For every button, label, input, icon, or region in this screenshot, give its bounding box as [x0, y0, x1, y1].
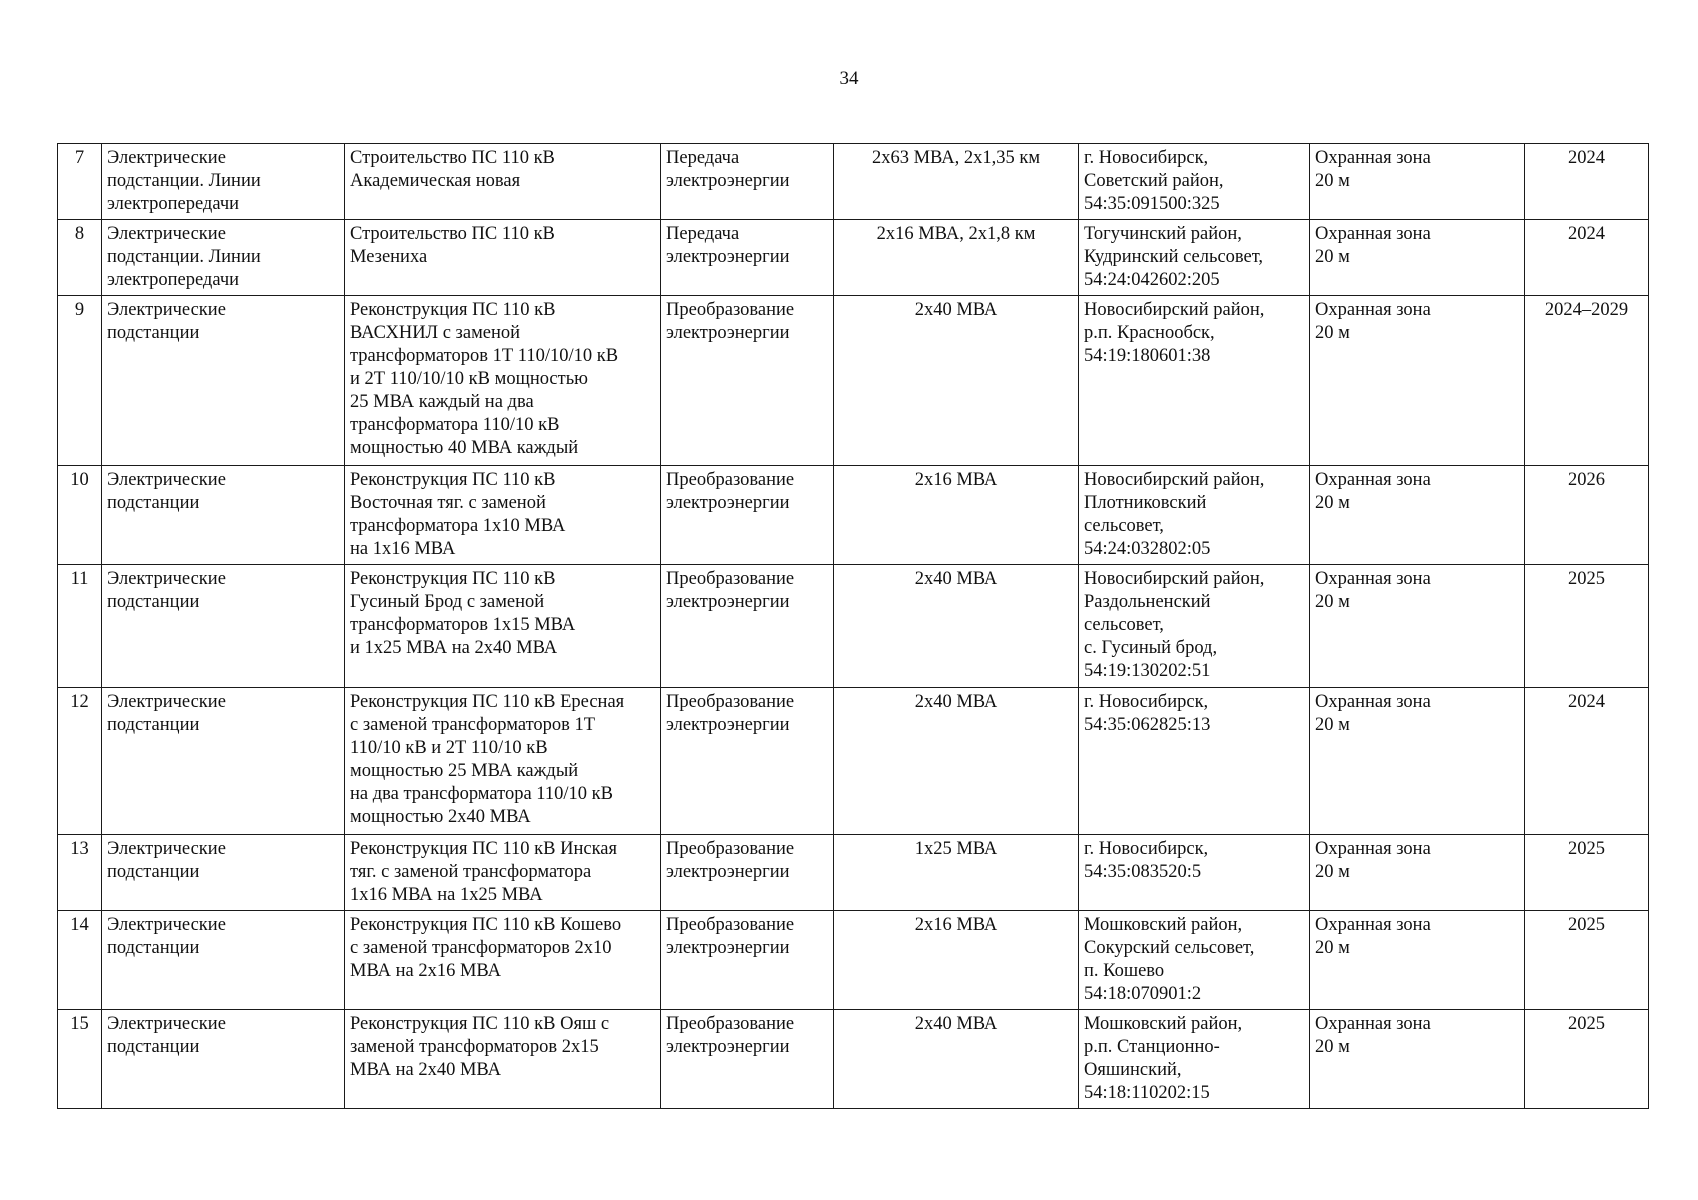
- row-number: 12: [58, 688, 102, 835]
- facility-name: Строительство ПС 110 кВ Мезениха: [345, 220, 661, 296]
- facility-year: 2025: [1525, 911, 1649, 1010]
- facility-name: Реконструкция ПС 110 кВ Инская тяг. с заменой трансформатора 1x16 МВА на 1x25 МВА: [345, 835, 661, 911]
- table-row: [58, 296, 1649, 466]
- table-row: [58, 466, 1649, 565]
- row-number: 8: [58, 220, 102, 296]
- facility-type: Электрические подстанции: [102, 688, 345, 835]
- facility-zone: Охранная зона 20 м: [1310, 565, 1525, 688]
- facility-zone: Охранная зона 20 м: [1310, 688, 1525, 835]
- facility-purpose: Преобразование электроэнергии: [661, 911, 834, 1010]
- table-row: [58, 911, 1649, 1010]
- facility-location: г. Новосибирск, Советский район, 54:35:091500:325: [1079, 144, 1310, 220]
- table-row: [58, 688, 1649, 835]
- facility-type: Электрические подстанции: [102, 1010, 345, 1109]
- table-row: [58, 565, 1649, 688]
- table-body: [58, 144, 1649, 1109]
- facility-location: Новосибирский район, Плотниковский сельсовет, 54:24:032802:05: [1079, 466, 1310, 565]
- facility-zone: Охранная зона 20 м: [1310, 1010, 1525, 1109]
- facility-type: Электрические подстанции. Линии электропередачи: [102, 144, 345, 220]
- facility-name: Реконструкция ПС 110 кВ Ересная с заменой трансформаторов 1Т 110/10 кВ и 2Т 110/10 кВ мощностью 25 МВА каждый на два трансформатора 110/10 кВ мощностью 2x40 МВА: [345, 688, 661, 835]
- table-row: [58, 835, 1649, 911]
- facility-year: 2024: [1525, 220, 1649, 296]
- facility-year: 2024–2029: [1525, 296, 1649, 466]
- facility-capacity: 2x63 МВА, 2x1,35 км: [834, 144, 1079, 220]
- facility-type: Электрические подстанции. Линии электропередачи: [102, 220, 345, 296]
- table-row: [58, 144, 1649, 220]
- facility-zone: Охранная зона 20 м: [1310, 835, 1525, 911]
- facility-type: Электрические подстанции: [102, 466, 345, 565]
- facility-capacity: 2x40 МВА: [834, 688, 1079, 835]
- facility-purpose: Преобразование электроэнергии: [661, 1010, 834, 1109]
- facility-type: Электрические подстанции: [102, 911, 345, 1010]
- row-number: 13: [58, 835, 102, 911]
- facility-type: Электрические подстанции: [102, 296, 345, 466]
- row-number: 14: [58, 911, 102, 1010]
- facility-year: 2024: [1525, 688, 1649, 835]
- facility-purpose: Преобразование электроэнергии: [661, 466, 834, 565]
- facility-purpose: Передача электроэнергии: [661, 144, 834, 220]
- facility-capacity: 1x25 МВА: [834, 835, 1079, 911]
- facility-location: г. Новосибирск, 54:35:062825:13: [1079, 688, 1310, 835]
- facility-capacity: 2x40 МВА: [834, 565, 1079, 688]
- facility-location: Тогучинский район, Кудринский сельсовет, 54:24:042602:205: [1079, 220, 1310, 296]
- facility-location: Новосибирский район, Раздольненский сельсовет, с. Гусиный брод, 54:19:130202:51: [1079, 565, 1310, 688]
- row-number: 11: [58, 565, 102, 688]
- facility-zone: Охранная зона 20 м: [1310, 220, 1525, 296]
- facility-capacity: 2x16 МВА: [834, 911, 1079, 1010]
- facility-zone: Охранная зона 20 м: [1310, 911, 1525, 1010]
- row-number: 9: [58, 296, 102, 466]
- facilities-table: [57, 143, 1649, 1109]
- facility-capacity: 2x16 МВА, 2x1,8 км: [834, 220, 1079, 296]
- facility-location: Мошковский район, Сокурский сельсовет, п. Кошево 54:18:070901:2: [1079, 911, 1310, 1010]
- facility-zone: Охранная зона 20 м: [1310, 144, 1525, 220]
- facility-name: Реконструкция ПС 110 кВ ВАСХНИЛ с заменой трансформаторов 1Т 110/10/10 кВ и 2Т 110/10/10 кВ мощностью 25 МВА каждый на два трансформатора 110/10 кВ мощностью 40 МВА каждый: [345, 296, 661, 466]
- table-row: [58, 1010, 1649, 1109]
- facility-year: 2026: [1525, 466, 1649, 565]
- facility-capacity: 2x40 МВА: [834, 1010, 1079, 1109]
- facility-capacity: 2x40 МВА: [834, 296, 1079, 466]
- facility-name: Реконструкция ПС 110 кВ Восточная тяг. с заменой трансформатора 1x10 МВА на 1x16 МВА: [345, 466, 661, 565]
- facility-purpose: Преобразование электроэнергии: [661, 688, 834, 835]
- facility-type: Электрические подстанции: [102, 835, 345, 911]
- facility-purpose: Преобразование электроэнергии: [661, 296, 834, 466]
- page-number: 34: [839, 68, 859, 89]
- facility-name: Реконструкция ПС 110 кВ Кошево с заменой трансформаторов 2x10 МВА на 2x16 МВА: [345, 911, 661, 1010]
- facility-name: Строительство ПС 110 кВ Академическая новая: [345, 144, 661, 220]
- facility-purpose: Преобразование электроэнергии: [661, 835, 834, 911]
- row-number: 10: [58, 466, 102, 565]
- facility-location: Новосибирский район, р.п. Краснообск, 54:19:180601:38: [1079, 296, 1310, 466]
- facility-year: 2025: [1525, 1010, 1649, 1109]
- facility-zone: Охранная зона 20 м: [1310, 296, 1525, 466]
- facility-location: г. Новосибирск, 54:35:083520:5: [1079, 835, 1310, 911]
- facility-location: Мошковский район, р.п. Станционно- Ояшинский, 54:18:110202:15: [1079, 1010, 1310, 1109]
- facility-year: 2024: [1525, 144, 1649, 220]
- facility-year: 2025: [1525, 565, 1649, 688]
- facility-capacity: 2x16 МВА: [834, 466, 1079, 565]
- facility-purpose: Передача электроэнергии: [661, 220, 834, 296]
- facility-name: Реконструкция ПС 110 кВ Ояш с заменой трансформаторов 2x15 МВА на 2x40 МВА: [345, 1010, 661, 1109]
- facility-name: Реконструкция ПС 110 кВ Гусиный Брод с заменой трансформаторов 1x15 МВА и 1x25 МВА на 2x40 МВА: [345, 565, 661, 688]
- facility-purpose: Преобразование электроэнергии: [661, 565, 834, 688]
- table-row: [58, 220, 1649, 296]
- row-number: 7: [58, 144, 102, 220]
- facility-type: Электрические подстанции: [102, 565, 345, 688]
- facility-year: 2025: [1525, 835, 1649, 911]
- facility-zone: Охранная зона 20 м: [1310, 466, 1525, 565]
- row-number: 15: [58, 1010, 102, 1109]
